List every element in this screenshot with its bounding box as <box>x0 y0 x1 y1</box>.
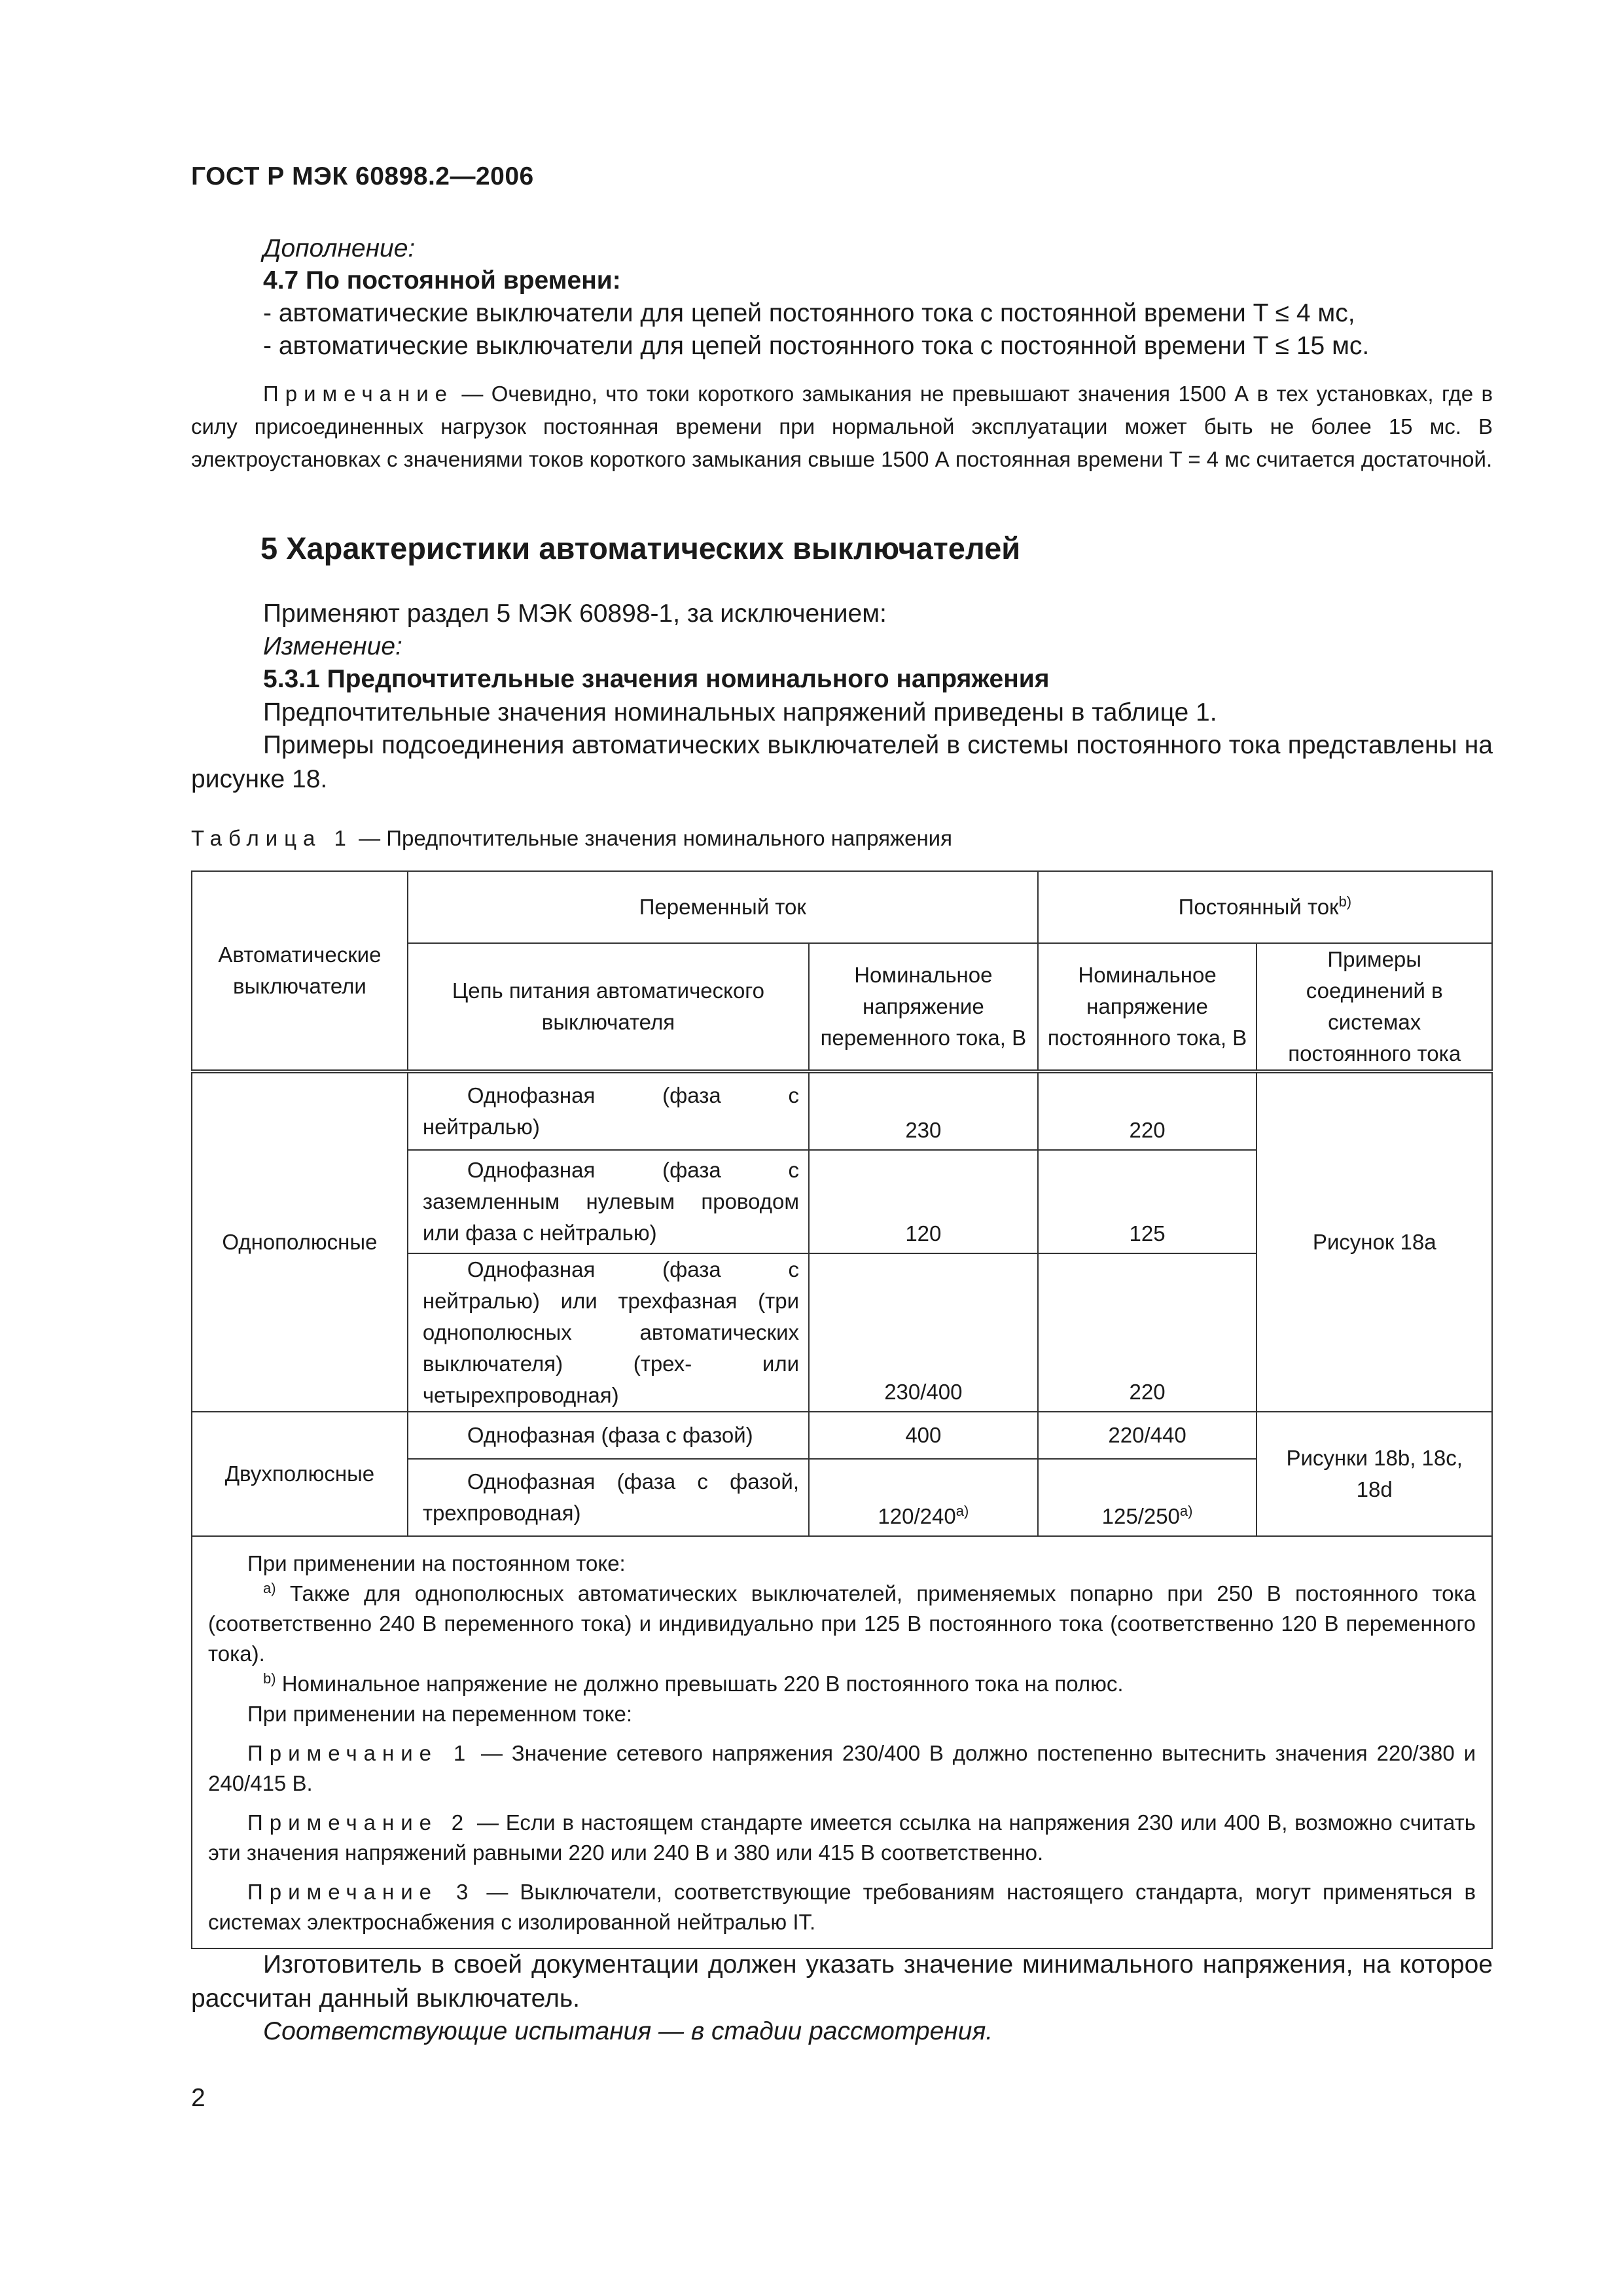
header-dc-footnote: b) <box>1338 893 1352 910</box>
footnote-b-text: Номинальное напряжение не должно превышать 220 В постоянного тока на полюс. <box>276 1672 1124 1696</box>
header-dc-text: Постоянный ток <box>1178 895 1339 919</box>
footnote-b-mark: b) <box>263 1670 276 1687</box>
note-2-label: Примечание 2 <box>247 1810 471 1835</box>
table-header-row-1 <box>192 871 1492 943</box>
cell-ac-voltage <box>809 1459 1038 1536</box>
supplement-label: Дополнение: <box>263 234 416 262</box>
header-breakers: Автоматические выключатели <box>192 871 408 1071</box>
note-3-text: — Выключатели, соответствующие требованиям настоящего стандарта, могут применяться в системах электроснабжения с изолированной нейтралью IT. <box>208 1880 1476 1934</box>
footnote-b <box>208 1669 1476 1699</box>
table-row <box>192 1412 1492 1459</box>
list-item-2: - автоматические выключатели для цепей постоянного тока с постоянной времени T ≤ 15 мс. <box>263 332 1370 360</box>
cell-dc-voltage <box>1038 1459 1257 1536</box>
subsection-5-3-1-title: 5.3.1 Предпочтительные значения номинального напряжения <box>263 665 1050 693</box>
cell-dc-voltage: 125 <box>1038 1150 1257 1253</box>
cell-ac-voltage: 230/400 <box>809 1253 1038 1412</box>
dc-use-label: При применении на постоянном токе: <box>247 1551 626 1575</box>
cell-circuit: Однофазная (фаза с фазой) <box>408 1412 809 1459</box>
footnote-a-text: Также для однополюсных автоматических выключателей, применяемых попарно при 250 В постоянного тока (соответственно 240 В переменного тока) и индивидуально при 125 В постоянного тока (соответственно 120 В переменного тока). <box>208 1581 1476 1666</box>
paragraph-2: Примеры подсоединения автоматических выключателей в системы постоянного тока представлены на рисунке 18. <box>191 731 1493 793</box>
group-bipolar: Двухполюсные <box>192 1412 408 1536</box>
cell-ac-voltage: 120 <box>809 1150 1038 1253</box>
paragraph-1: Предпочтительные значения номинальных напряжений приведены в таблице 1. <box>263 698 1217 726</box>
ac-use-label: При применении на переменном токе: <box>247 1702 633 1726</box>
table-notes <box>192 1536 1492 1948</box>
table-note-1 <box>208 1738 1476 1799</box>
cell-dc-voltage: 220/440 <box>1038 1412 1257 1459</box>
header-examples: Примеры соединений в системах постоянного тока <box>1257 943 1492 1071</box>
tests-note: Соответствующие испытания — в стадии рассмотрения. <box>263 2017 993 2045</box>
note-label: Примечание <box>263 382 454 406</box>
cell-figure-uni: Рисунок 18a <box>1257 1071 1492 1412</box>
cell-ac-voltage: 230 <box>809 1071 1038 1150</box>
list-item-1: - автоматические выключатели для цепей постоянного тока с постоянной времени T ≤ 4 мс, <box>263 299 1355 327</box>
cell-dc-voltage: 220 <box>1038 1071 1257 1150</box>
group-unipolar: Однополюсные <box>192 1071 408 1412</box>
table-caption <box>191 822 952 855</box>
table-note-2 <box>208 1808 1476 1868</box>
cell-circuit: Однофазная (фаза с нейтралью) или трехфазная (три однополюсных автоматических выключателя) (трех- или четырехпроводная) <box>408 1253 809 1412</box>
footnote-a <box>208 1579 1476 1669</box>
cell-dc-voltage: 220 <box>1038 1253 1257 1412</box>
section-4-7-title: 4.7 По постоянной времени: <box>263 266 621 295</box>
footnote-a-mark: a) <box>263 1580 276 1596</box>
cell-ac-voltage: 400 <box>809 1412 1038 1459</box>
dc-footnote-mark: a) <box>1179 1503 1193 1519</box>
section-5-title: 5 Характеристики автоматических выключателей <box>260 531 1021 565</box>
header-ac-voltage: Номинальное напряжение переменного тока, В <box>809 943 1038 1071</box>
cell-circuit: Однофазная (фаза с нейтралью) <box>408 1071 809 1150</box>
voltage-table <box>191 870 1493 1949</box>
note-1-text: — Значение сетевого напряжения 230/400 В должно постепенно вытеснить значения 220/380 и 240/415 В. <box>208 1741 1476 1795</box>
table-row <box>192 1071 1492 1150</box>
table-caption-text: — Предпочтительные значения номинального напряжения <box>352 826 952 850</box>
page-number: 2 <box>191 2084 205 2112</box>
header-dc <box>1038 871 1492 943</box>
dc-value: 125/250 <box>1101 1504 1180 1528</box>
note-3-label: Примечание 3 <box>247 1880 475 1904</box>
ac-footnote-mark: a) <box>955 1503 969 1519</box>
note-4-7 <box>191 378 1493 476</box>
section-5-intro: Применяют раздел 5 МЭК 60898-1, за исключением: <box>263 600 887 628</box>
table-notes-row <box>192 1536 1492 1948</box>
closing-paragraph: Изготовитель в своей документации должен указать значение минимального напряжения, на которое рассчитан данный выключатель. <box>191 1950 1493 2013</box>
cell-figure-bi: Рисунки 18b, 18c, 18d <box>1257 1412 1492 1536</box>
note-1-label: Примечание 1 <box>247 1741 473 1765</box>
document-header: ГОСТ Р МЭК 60898.2—2006 <box>191 162 534 190</box>
header-dc-voltage: Номинальное напряжение постоянного тока, В <box>1038 943 1257 1071</box>
ac-value: 120/240 <box>878 1504 956 1528</box>
cell-circuit: Однофазная (фаза с фазой, трехпроводная) <box>408 1459 809 1536</box>
table-note-3 <box>208 1877 1476 1937</box>
table-caption-label: Таблица 1 <box>191 826 353 850</box>
change-label: Изменение: <box>263 632 402 660</box>
header-circuit: Цепь питания автоматического выключателя <box>408 943 809 1071</box>
header-ac: Переменный ток <box>408 871 1038 943</box>
cell-circuit: Однофазная (фаза с заземленным нулевым проводом или фаза с нейтралью) <box>408 1150 809 1253</box>
note-text: — Очевидно, что токи короткого замыкания не превышают значения 1500 А в тех установках, где в силу присоединенных нагрузок постоянная времени при нормальной эксплуатации может быть не более 15 мс. В электроустановках с значениями токов короткого замыкания свыше 1500 А постоянная времени T = 4 мс считается достаточной. <box>191 382 1493 471</box>
note-2-text: — Если в настоящем стандарте имеется ссылка на напряжения 230 или 400 В, возможно считать эти значения напряжений равными 220 или 240 В и 380 или 415 В соответственно. <box>208 1810 1476 1865</box>
